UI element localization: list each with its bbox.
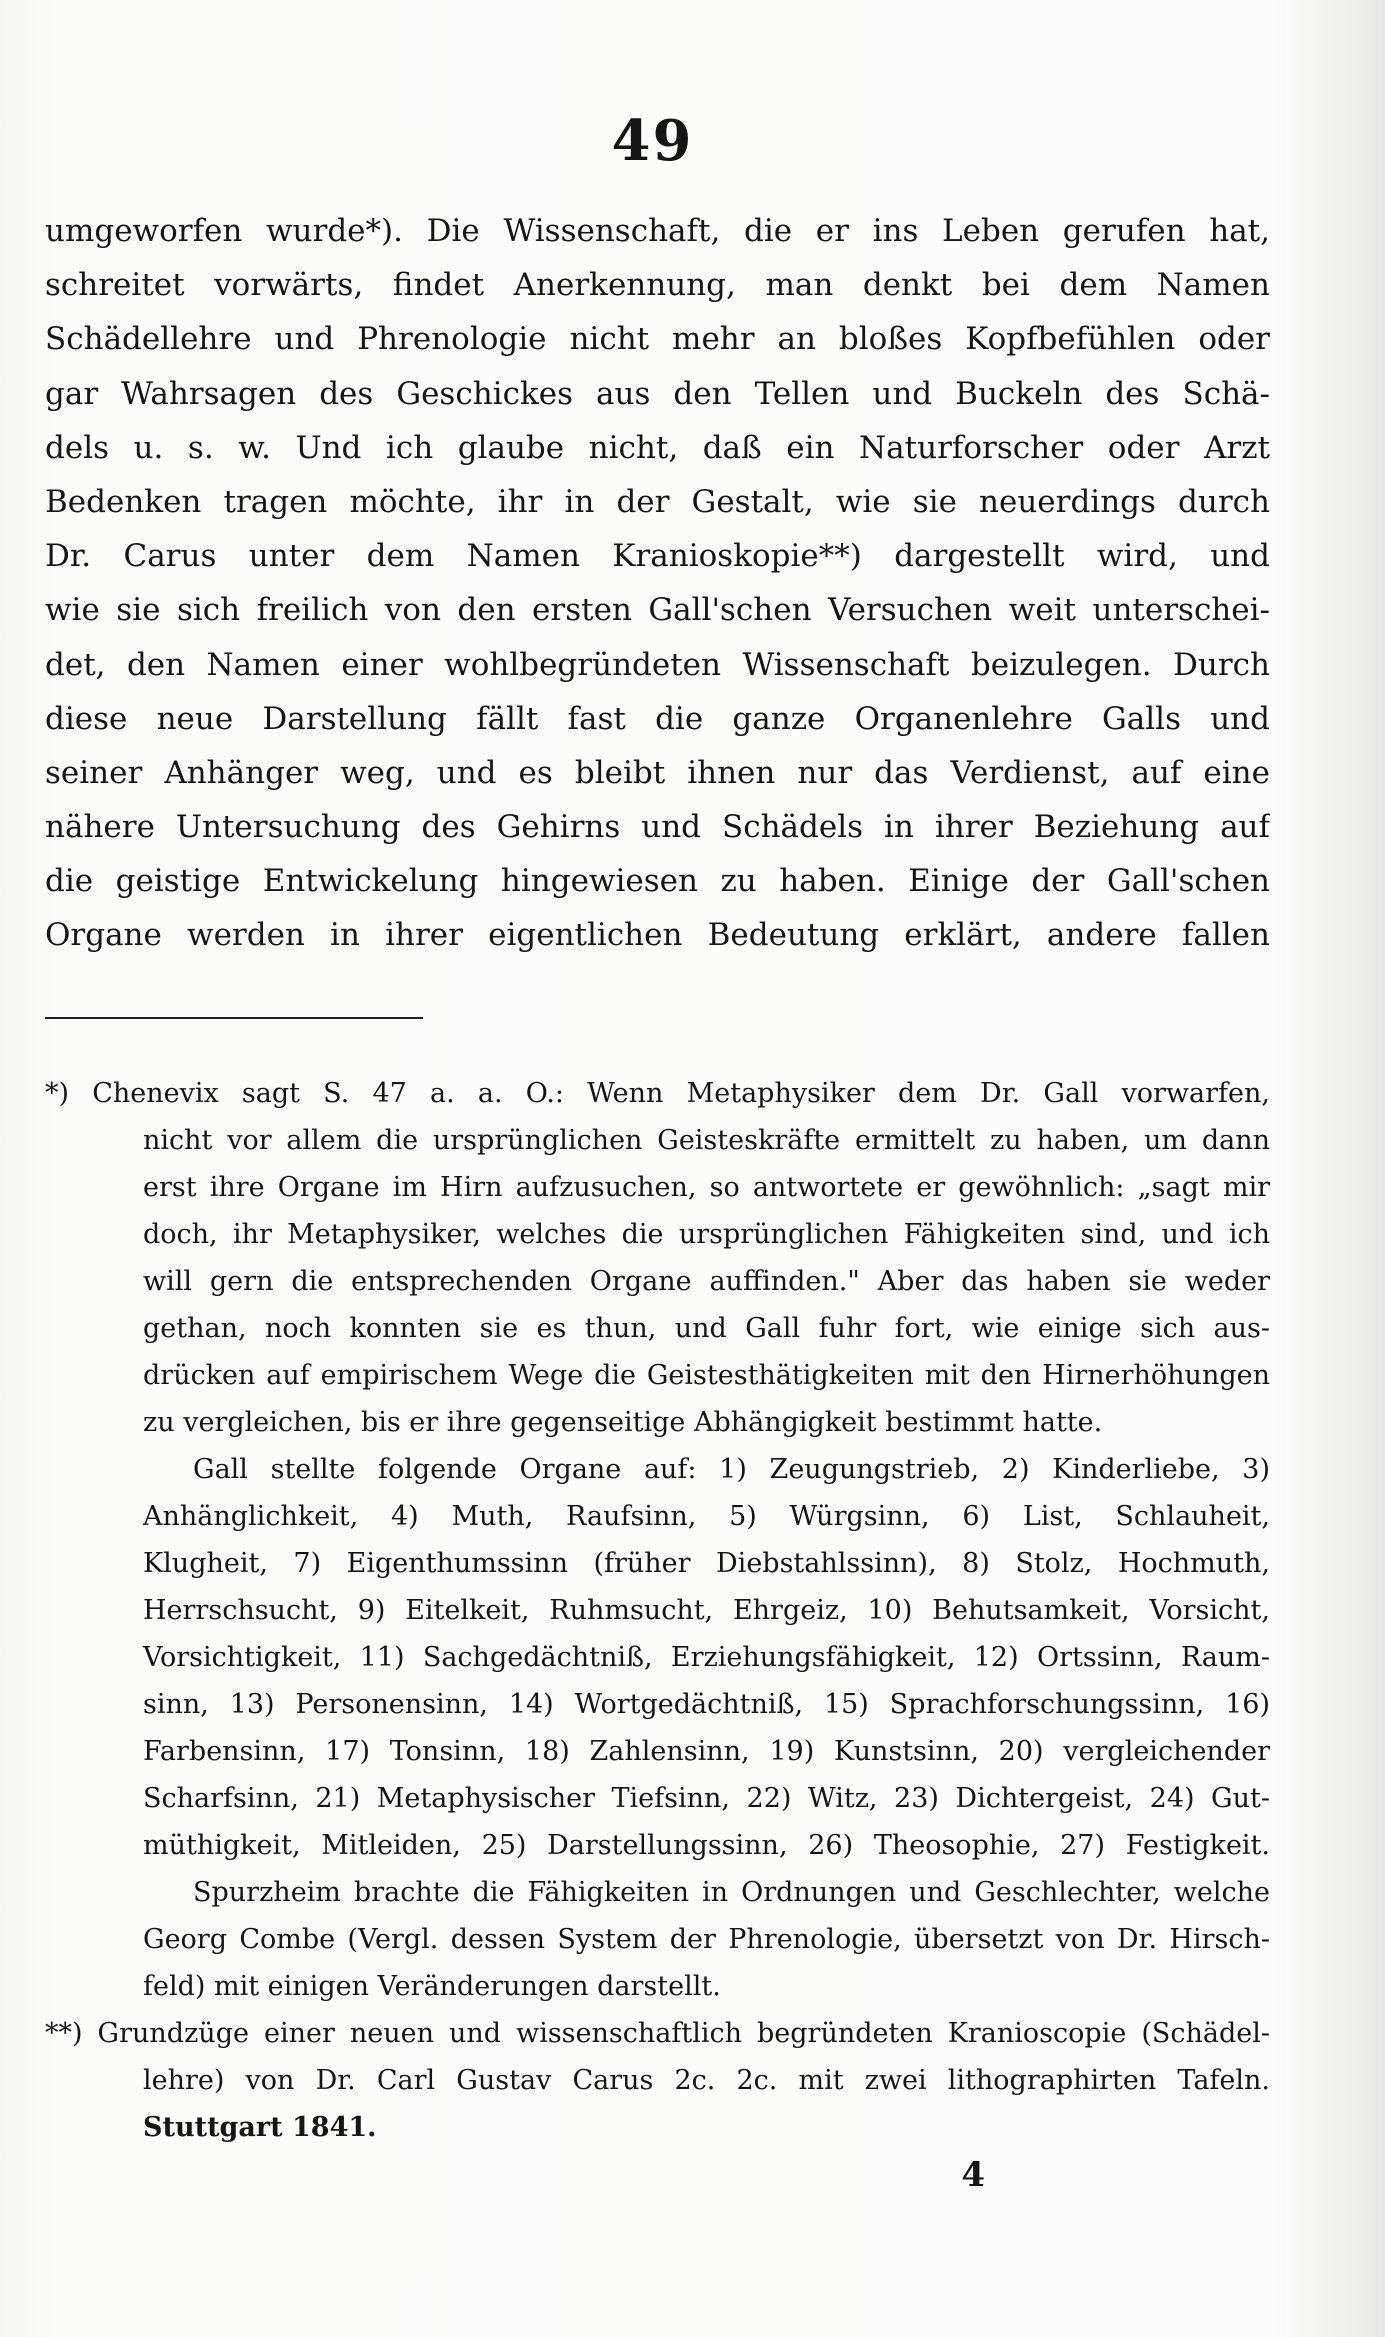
footnote-line: gethan, noch konnten sie es thun, und Gall fuhr fort, wie einige sich aus- xyxy=(143,1313,1270,1344)
footnote-line: will gern die entsprechenden Organe auffinden." Aber das haben sie weder xyxy=(143,1266,1270,1297)
text-line: die geistige Entwickelung hingewiesen zu haben. Einige der Gall'schen xyxy=(45,863,1270,900)
footnote-line: nicht vor allem die ursprünglichen Geisteskräfte ermittelt zu haben, um dann xyxy=(143,1125,1270,1156)
text-line: Dr. Carus unter dem Namen Kranioskopie**) dargestellt wird, und xyxy=(45,538,1270,575)
text-line: seiner Anhänger weg, und es bleibt ihnen nur das Verdienst, auf eine xyxy=(45,754,1270,791)
signature-mark: 4 xyxy=(961,2155,985,2195)
footnote-line: **) Grundzüge einer neuen und wissenschaftlich begründeten Kranioscopie (Schädel- xyxy=(45,2018,1270,2049)
footnote-line: erst ihre Organe im Hirn aufzusuchen, so antwortete er gewöhnlich: „sagt mir xyxy=(143,1172,1270,1203)
text-line: dels u. s. w. Und ich glaube nicht, daß ein Naturforscher oder Arzt xyxy=(45,429,1270,466)
main-text xyxy=(45,204,1270,963)
footnote-line: feld) mit einigen Veränderungen darstellt. xyxy=(143,1971,721,2002)
footnote-line: müthigkeit, Mitleiden, 25) Darstellungssinn, 26) Theosophie, 27) Festigkeit. xyxy=(143,1830,1270,1861)
footnote-chenevix xyxy=(45,1070,1270,1446)
text-line: diese neue Darstellung fällt fast die ganze Organenlehre Galls und xyxy=(45,700,1270,737)
text-line: nähere Untersuchung des Gehirns und Schädels in ihrer Beziehung auf xyxy=(45,809,1270,846)
footnote-line: Klugheit, 7) Eigenthumssinn (früher Diebstahlssinn), 8) Stolz, Hochmuth, xyxy=(143,1548,1270,1579)
text-line: Schädellehre und Phrenologie nicht mehr an bloßes Kopfbefühlen oder xyxy=(45,321,1270,358)
text-line: Organe werden in ihrer eigentlichen Bedeutung erklärt, andere fallen xyxy=(45,917,1270,954)
text-line: det, den Namen einer wohlbegründeten Wissenschaft beizulegen. Durch xyxy=(45,646,1270,683)
page-number: 49 xyxy=(611,108,694,174)
footnote-separator xyxy=(45,1017,423,1019)
footnote-spurzheim xyxy=(45,1869,1270,2010)
footnotes xyxy=(45,1070,1270,2151)
footnote-line: Anhänglichkeit, 4) Muth, Raufsinn, 5) Würgsinn, 6) List, Schlauheit, xyxy=(143,1501,1270,1532)
footnote-carus xyxy=(45,2010,1270,2151)
text-line: Bedenken tragen möchte, ihr in der Gestalt, wie sie neuerdings durch xyxy=(45,483,1270,520)
footnote-line: doch, ihr Metaphysiker, welches die ursprünglichen Fähigkeiten sind, und ich xyxy=(143,1219,1270,1250)
footnote-organ-list xyxy=(45,1446,1270,1869)
text-line: gar Wahrsagen des Geschickes aus den Tellen und Buckeln des Schä- xyxy=(45,375,1270,412)
footnote-line: drücken auf empirischem Wege die Geistesthätigkeiten mit den Hirnerhöhungen xyxy=(143,1360,1270,1391)
footnote-line: Scharfsinn, 21) Metaphysischer Tiefsinn, 22) Witz, 23) Dichtergeist, 24) Gut- xyxy=(143,1783,1270,1814)
text-line: wie sie sich freilich von den ersten Gall'schen Versuchen weit unterschei- xyxy=(45,592,1270,629)
footnote-line: sinn, 13) Personensinn, 14) Wortgedächtniß, 15) Sprachforschungssinn, 16) xyxy=(143,1689,1270,1720)
footnote-line: Georg Combe (Vergl. dessen System der Phrenologie, übersetzt von Dr. Hirsch- xyxy=(143,1924,1270,1955)
footnote-line: Spurzheim brachte die Fähigkeiten in Ordnungen und Geschlechter, welche xyxy=(193,1877,1270,1908)
footnote-line: Gall stellte folgende Organe auf: 1) Zeugungstrieb, 2) Kinderliebe, 3) xyxy=(193,1454,1270,1485)
footnote-line: Stuttgart 1841. xyxy=(143,2112,377,2143)
footnote-line: zu vergleichen, bis er ihre gegenseitige Abhängigkeit bestimmt hatte. xyxy=(143,1407,1103,1438)
footnote-line: Herrschsucht, 9) Eitelkeit, Ruhmsucht, Ehrgeiz, 10) Behutsamkeit, Vorsicht, xyxy=(143,1595,1270,1626)
footnote-line: lehre) von Dr. Carl Gustav Carus 2c. 2c. mit zwei lithographirten Tafeln. xyxy=(143,2065,1270,2096)
footnote-line: Vorsichtigkeit, 11) Sachgedächtniß, Erziehungsfähigkeit, 12) Ortssinn, Raum- xyxy=(143,1642,1270,1673)
footnote-line: *) Chenevix sagt S. 47 a. a. O.: Wenn Metaphysiker dem Dr. Gall vorwarfen, xyxy=(45,1078,1270,1109)
text-line: schreitet vorwärts, findet Anerkennung, man denkt bei dem Namen xyxy=(45,267,1270,304)
footnote-line: Farbensinn, 17) Tonsinn, 18) Zahlensinn, 19) Kunstsinn, 20) vergleichender xyxy=(143,1736,1270,1767)
text-line: umgeworfen wurde*). Die Wissenschaft, die er ins Leben gerufen hat, xyxy=(45,213,1270,249)
